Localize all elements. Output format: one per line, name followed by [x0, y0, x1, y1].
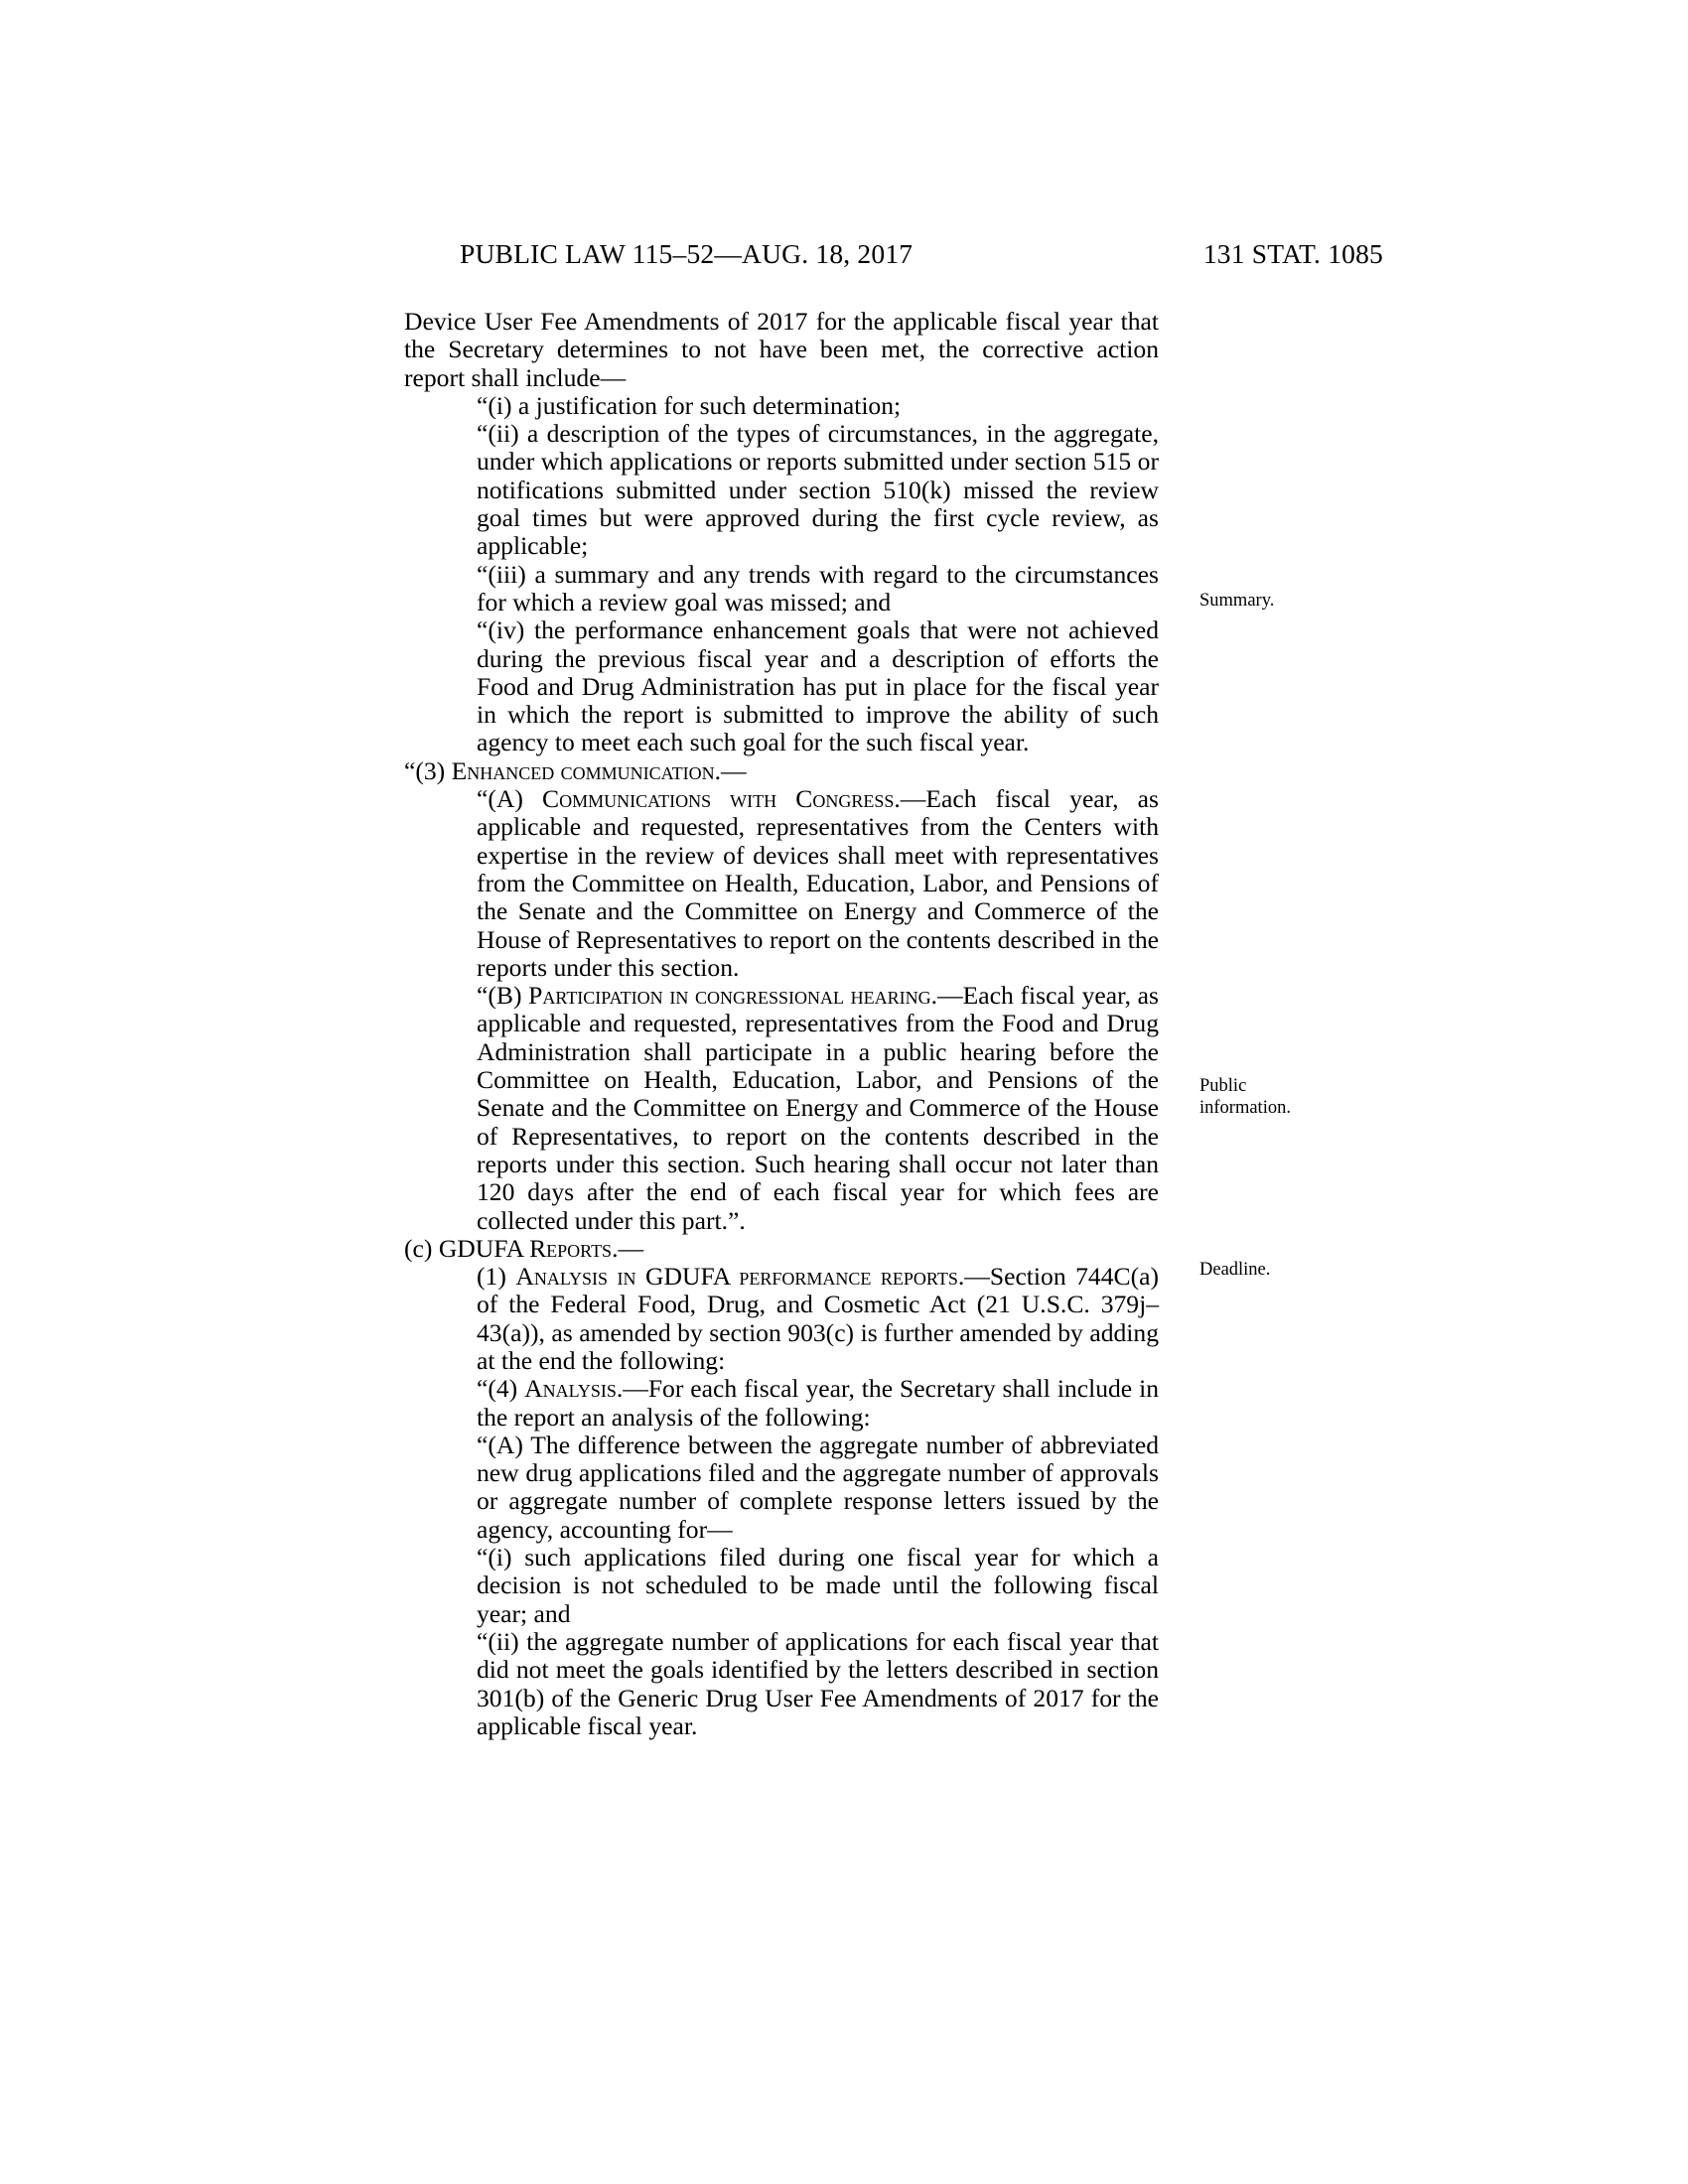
sidenote: Deadline. — [1199, 1260, 1271, 1280]
clause-ii: “(ii) a description of the types of circumstances, in the aggregate, under which applications or reports submitted under section 515 or notifications submitted under section 510(k) missed the review goal times but were approved during the first cycle review, as applicable; — [477, 419, 1159, 561]
running-head-left: PUBLIC LAW 115–52—AUG. 18, 2017 — [460, 238, 914, 269]
para-4A-i: “(i) such applications filed during one fiscal year for which a decision is not scheduled to be made until the following fiscal year; and — [477, 1543, 1159, 1628]
para-3B-participation-hearing: “(B) Participation in congressional hearing.—Each fiscal year, as applicable and requested, representatives from the Food and Drug Administration shall participate in a public hearing before the Committee on Health, Education, Labor, and Pensions of the Senate and the Committee on Energy and Commerce of the House of Representatives, to report on the contents described in the reports under this section. Such hearing shall occur not later than 120 days after the end of each fiscal year for which fees are collected under this part.”. — [477, 981, 1159, 1235]
para-device-user-fee: Device User Fee Amendments of 2017 for the applicable fiscal year that the Secretary determines to not have been met, the corrective action report shall include— — [404, 307, 1159, 392]
sidenote: Summary. — [1199, 591, 1275, 611]
running-head-right: 131 STAT. 1085 — [1202, 238, 1383, 269]
para-4A: “(A) The difference between the aggregate number of abbreviated new drug applications filed and the aggregate number of approvals or aggregate number of complete response letters issued by the agency, accounting for— — [477, 1430, 1159, 1544]
clause-iii: “(iii) a summary and any trends with regard to the circumstances for which a review goal was missed; and — [477, 559, 1159, 616]
sidenote: Public information. — [1199, 1076, 1291, 1118]
para-4-analysis: “(4) Analysis.—For each fiscal year, the Secretary shall include in the report an analysis of the following: — [477, 1374, 1159, 1432]
body-text-column — [404, 308, 1159, 1740]
clause-iv: “(iv) the performance enhancement goals that were not achieved during the previous fiscal year and a description of efforts the Food and Drug Administration has put in place for the fiscal year in which the report is submitted to improve the ability of such agency to meet each such goal for the such fiscal year. — [477, 615, 1159, 757]
running-head — [460, 238, 1383, 270]
para-3A-communications-congress: “(A) Communications with Congress.—Each fiscal year, as applicable and requested, representatives from the Centers with expertise in the review of devices shall meet with representatives from the Committee on Health, Education, Labor, and Pensions of the Senate and the Committee on Energy and Commerce of the House of Representatives to report on the contents described in the reports under this section. — [477, 784, 1159, 982]
para-c-gdufa-reports: (c) GDUFA Reports.— — [404, 1233, 644, 1263]
para-c1-analysis: (1) Analysis in GDUFA performance reports.—Section 744C(a) of the Federal Food, Drug, and Cosmetic Act (21 U.S.C. 379j–43(a)), as amended by section 903(c) is further amended by adding at the end the following: — [477, 1262, 1159, 1375]
para-4A-ii: “(ii) the aggregate number of applications for each fiscal year that did not meet the goals identified by the letters described in section 301(b) of the Generic Drug User Fee Amendments of 2017 for the applicable fiscal year. — [477, 1626, 1159, 1740]
para-3-enhanced-communication: “(3) Enhanced communication.— — [404, 755, 747, 785]
clause-i: “(i) a justification for such determination; — [477, 390, 902, 420]
